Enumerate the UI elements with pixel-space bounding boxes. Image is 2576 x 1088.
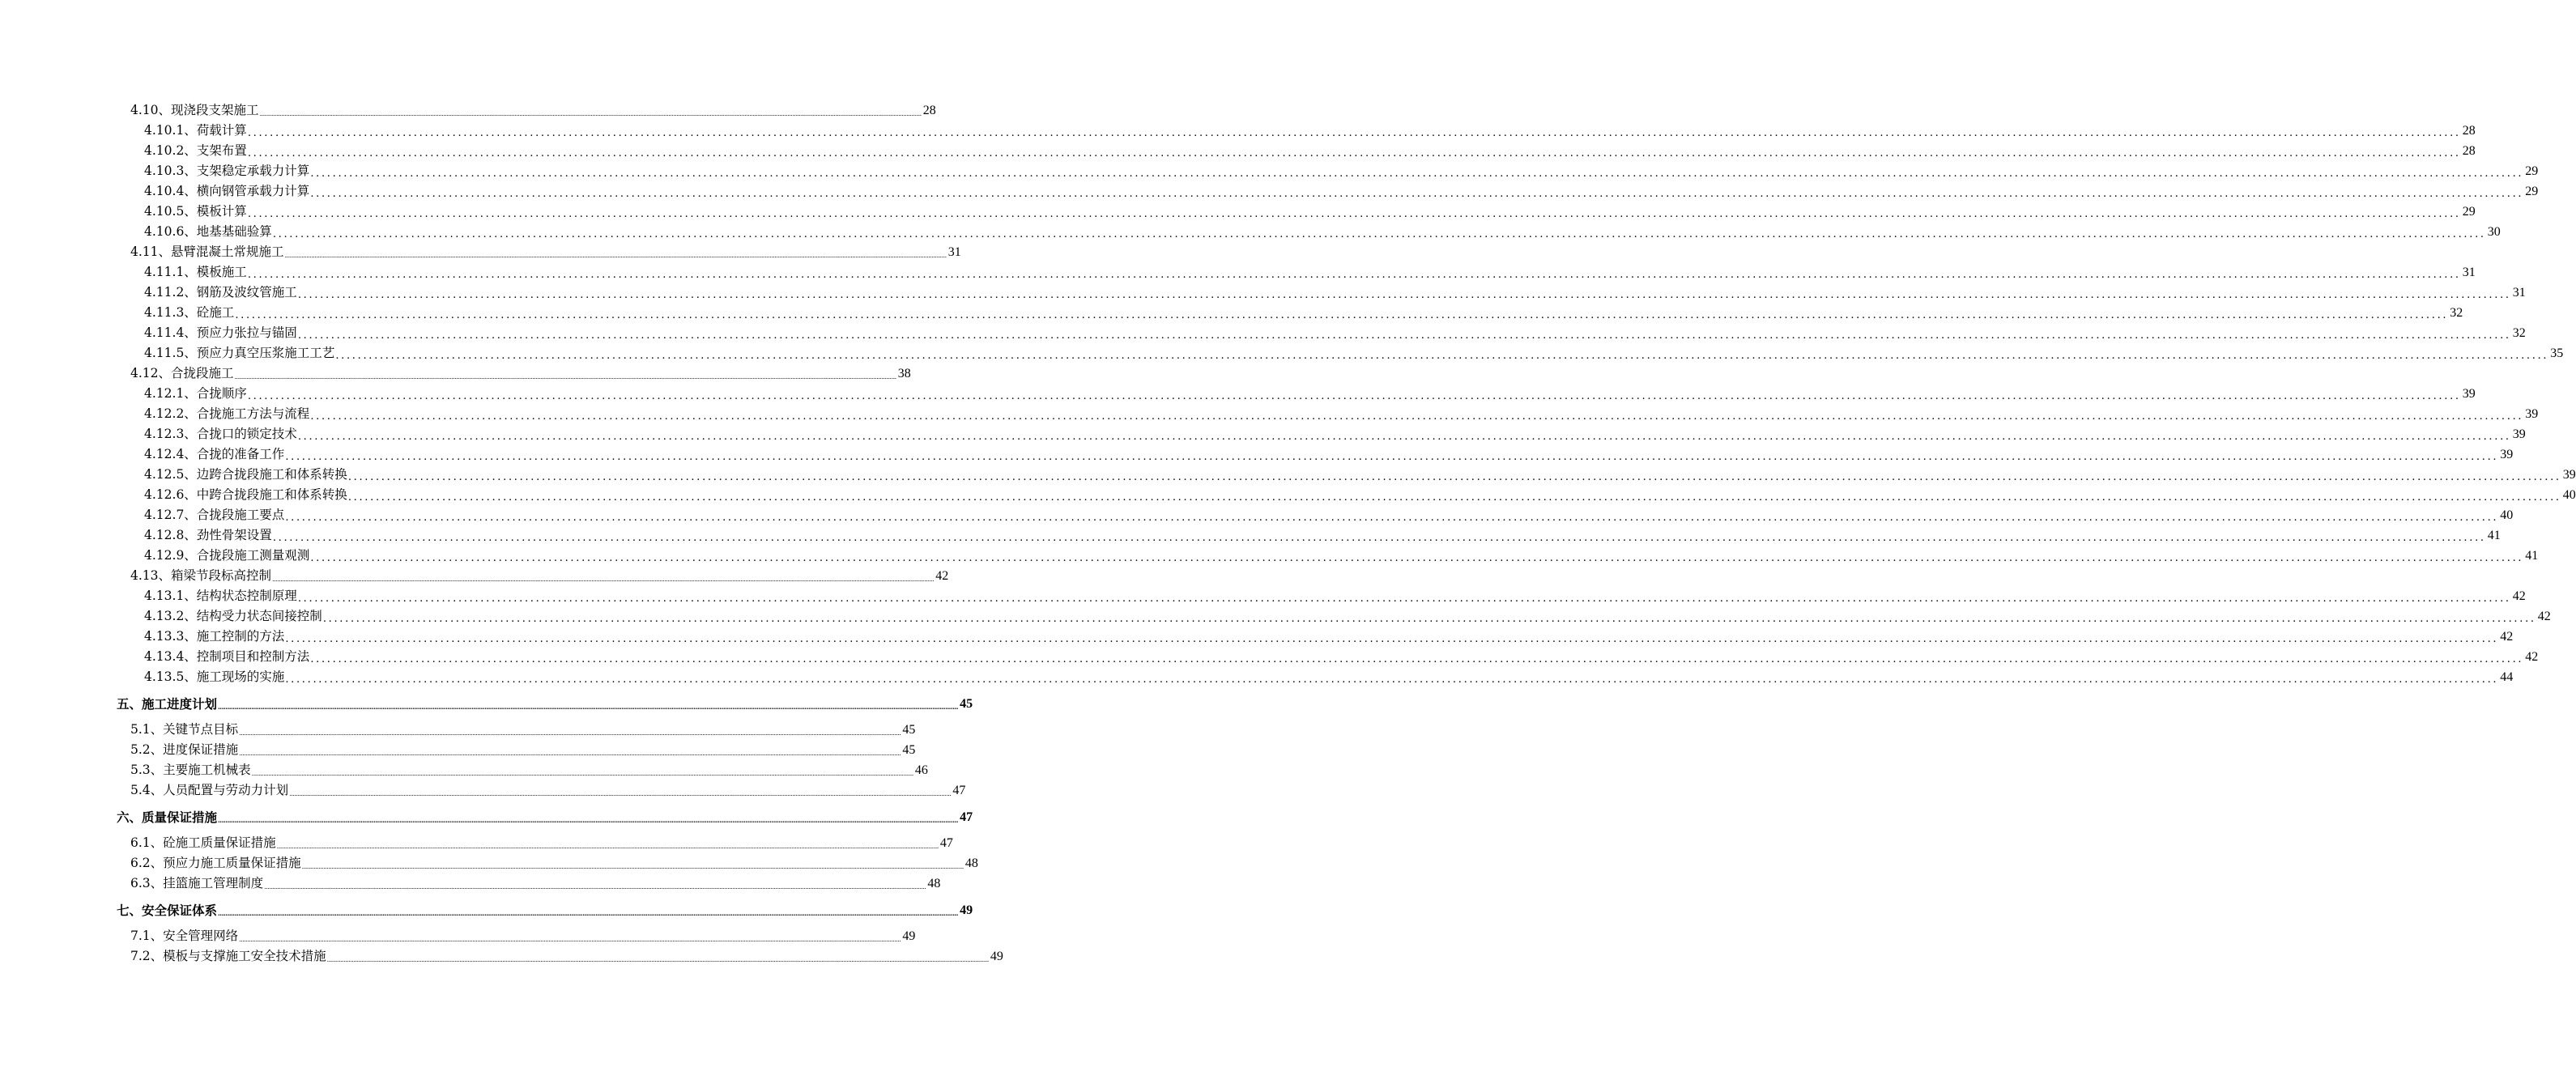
- toc-page-number: 48: [927, 877, 941, 890]
- dot-leader: ................................................................................................................................................................................................................................................................................................................................................................................................................: [259, 110, 922, 117]
- toc-entry-title: 4.10、现浇段支架施工: [130, 100, 260, 121]
- dot-leader: ................................................................................................................................................................................................................................................................................................................................................................................................................: [297, 329, 2511, 342]
- toc-page-number: 28: [2462, 124, 2476, 138]
- dot-leader: ................................................................................................................................................................................................................................................................................................................................................................................................................: [264, 883, 926, 890]
- toc-page-number: 31: [2462, 266, 2476, 279]
- toc-section-entry[interactable]: [0, 946, 1003, 967]
- toc-entry-title: 五、施工进度计划: [117, 691, 218, 718]
- toc-page-number: 41: [2487, 529, 2501, 542]
- toc-section-entry[interactable]: [0, 853, 978, 873]
- toc-entry-title: 4.12.2、合拢施工方法与流程: [144, 404, 310, 424]
- toc-entry-title: 4.10.3、支架稳定承载力计算: [144, 161, 310, 181]
- dot-leader: ................................................................................................................................................................................................................................................................................................................................................................................................................: [235, 309, 2449, 321]
- toc-entry-title: 4.12.6、中跨合拢段施工和体系转换: [144, 485, 348, 505]
- toc-subsection-entry[interactable]: [0, 262, 2476, 283]
- toc-section-entry[interactable]: [0, 780, 966, 801]
- toc-subsection-entry[interactable]: [0, 121, 2476, 141]
- toc-page-number: 48: [964, 856, 978, 870]
- toc-chapter-entry[interactable]: [0, 897, 973, 924]
- toc-entry-title: 4.12.7、合拢段施工要点: [144, 505, 285, 525]
- toc-page-number: 49: [990, 950, 1003, 963]
- toc-entry-title: 4.12.9、合拢段施工测量观测: [144, 546, 310, 566]
- toc-page-number: 39: [2512, 427, 2526, 441]
- toc-entry-title: 7.2、模板与支撑施工安全技术措施: [130, 946, 327, 967]
- toc-page-number: 45: [960, 697, 973, 711]
- toc-subsection-entry[interactable]: [0, 404, 2539, 424]
- toc-chapter-entry[interactable]: [0, 804, 973, 831]
- dot-leader: ................................................................................................................................................................................................................................................................................................................................................................................................................: [272, 576, 935, 583]
- dot-leader: ................................................................................................................................................................................................................................................................................................................................................................................................................: [301, 863, 964, 870]
- dot-leader: ................................................................................................................................................................................................................................................................................................................................................................................................................: [310, 410, 2524, 423]
- dot-leader: ................................................................................................................................................................................................................................................................................................................................................................................................................: [285, 451, 2499, 463]
- toc-subsection-entry[interactable]: [0, 181, 2539, 202]
- dot-leader: ................................................................................................................................................................................................................................................................................................................................................................................................................: [297, 431, 2511, 443]
- dot-leader: ................................................................................................................................................................................................................................................................................................................................................................................................................: [218, 703, 959, 711]
- toc-page-number: 42: [2537, 610, 2551, 623]
- toc-page-number: 42: [2512, 589, 2526, 603]
- toc-subsection-entry[interactable]: [0, 343, 2564, 363]
- dot-leader: ................................................................................................................................................................................................................................................................................................................................................................................................................: [251, 770, 913, 777]
- toc-page-number: 31: [2512, 286, 2526, 300]
- toc-page-number: 28: [2462, 144, 2476, 158]
- toc-entry-title: 4.13.1、结构状态控制原理: [144, 586, 298, 606]
- toc-page-number: 39: [2500, 448, 2514, 461]
- toc-page-number: 31: [947, 245, 961, 259]
- toc-page-number: 44: [2500, 670, 2514, 684]
- dot-leader: ................................................................................................................................................................................................................................................................................................................................................................................................................: [310, 552, 2524, 564]
- toc-page-number: 32: [2450, 306, 2463, 320]
- toc-subsection-entry[interactable]: [0, 283, 2526, 303]
- toc-entry-title: 7.1、安全管理网络: [130, 926, 239, 946]
- dot-leader: ................................................................................................................................................................................................................................................................................................................................................................................................................: [285, 633, 2499, 645]
- dot-leader: ................................................................................................................................................................................................................................................................................................................................................................................................................: [297, 289, 2511, 301]
- toc-entry-title: 4.13.4、控制项目和控制方法: [144, 647, 310, 667]
- toc-entry-title: 4.10.4、横向钢管承载力计算: [144, 181, 310, 202]
- toc-section-entry[interactable]: [0, 873, 941, 894]
- toc-page-number: 46: [914, 763, 928, 777]
- toc-entry-title: 七、安全保证体系: [117, 897, 218, 924]
- toc-entry-title: 4.13.2、结构受力状态间接控制: [144, 606, 323, 627]
- toc-section-entry[interactable]: [0, 720, 916, 740]
- toc-subsection-entry[interactable]: [0, 141, 2476, 161]
- dot-leader: ................................................................................................................................................................................................................................................................................................................................................................................................................: [284, 252, 947, 259]
- toc-entry-title: 4.11.3、砼施工: [144, 303, 235, 323]
- dot-leader: ................................................................................................................................................................................................................................................................................................................................................................................................................: [272, 228, 2486, 240]
- toc-page-number: 40: [2500, 508, 2514, 522]
- toc-page-number: 32: [2512, 326, 2526, 340]
- dot-leader: ................................................................................................................................................................................................................................................................................................................................................................................................................: [310, 168, 2524, 180]
- toc-page-number: 40: [2562, 488, 2576, 502]
- dot-leader: ................................................................................................................................................................................................................................................................................................................................................................................................................: [247, 269, 2461, 281]
- toc-page-number: 42: [2525, 650, 2539, 664]
- dot-leader: ................................................................................................................................................................................................................................................................................................................................................................................................................: [326, 956, 989, 963]
- toc-page-number: 47: [939, 836, 953, 850]
- toc-page-number: 39: [2562, 468, 2576, 482]
- dot-leader: ................................................................................................................................................................................................................................................................................................................................................................................................................: [218, 909, 959, 917]
- dot-leader: ................................................................................................................................................................................................................................................................................................................................................................................................................: [310, 653, 2524, 665]
- toc-subsection-entry[interactable]: [0, 444, 2514, 465]
- toc-entry-title: 4.10.5、模板计算: [144, 202, 248, 222]
- toc-section-entry[interactable]: [0, 833, 953, 853]
- toc-subsection-entry[interactable]: [0, 384, 2476, 404]
- toc-entry-title: 4.11.1、模板施工: [144, 262, 248, 283]
- toc-entry-title: 4.12、合拢段施工: [130, 363, 235, 384]
- toc-subsection-entry[interactable]: [0, 222, 2501, 242]
- toc-page-number: 41: [2525, 549, 2539, 563]
- toc-page-number: 42: [2500, 630, 2514, 644]
- toc-entry-title: 4.10.1、荷载计算: [144, 121, 248, 141]
- toc-page-number: 39: [2525, 407, 2539, 421]
- toc-page-number: 45: [902, 723, 916, 737]
- dot-leader: ................................................................................................................................................................................................................................................................................................................................................................................................................: [239, 936, 901, 943]
- toc-entry-title: 4.11、悬臂混凝土常规施工: [130, 242, 285, 262]
- toc-page-number: 47: [960, 810, 973, 824]
- toc-page-number: 35: [2550, 346, 2564, 360]
- toc-subsection-entry[interactable]: [0, 606, 2551, 627]
- toc-entry-title: 6.3、挂篮施工管理制度: [130, 873, 264, 894]
- toc-subsection-entry[interactable]: [0, 465, 2576, 485]
- toc-entry-title: 4.12.8、劲性骨架设置: [144, 525, 273, 546]
- toc-subsection-entry[interactable]: [0, 667, 2514, 687]
- toc-entry-title: 4.11.5、预应力真空压浆施工工艺: [144, 343, 335, 363]
- toc-page-number: 29: [2525, 164, 2539, 178]
- toc-entry-title: 4.13、箱梁节段标高控制: [130, 566, 272, 586]
- toc-page-number: 28: [922, 104, 936, 117]
- toc-page-number: 39: [2462, 387, 2476, 401]
- toc-subsection-entry[interactable]: [0, 505, 2514, 525]
- toc-section-entry[interactable]: [0, 363, 911, 384]
- toc-section-entry[interactable]: [0, 566, 949, 586]
- toc-subsection-entry[interactable]: [0, 303, 2463, 323]
- toc-page-number: 38: [897, 367, 911, 380]
- dot-leader: ................................................................................................................................................................................................................................................................................................................................................................................................................: [335, 350, 2549, 362]
- dot-leader: ................................................................................................................................................................................................................................................................................................................................................................................................................: [234, 373, 896, 380]
- toc-page-number: 47: [952, 784, 966, 797]
- toc-entry-title: 6.1、砼施工质量保证措施: [130, 833, 277, 853]
- dot-leader: ................................................................................................................................................................................................................................................................................................................................................................................................................: [247, 147, 2461, 159]
- toc-entry-title: 4.10.6、地基基础验算: [144, 222, 273, 242]
- toc-entry-title: 六、质量保证措施: [117, 804, 218, 831]
- toc-subsection-entry[interactable]: [0, 586, 2526, 606]
- toc-entry-title: 4.11.4、预应力张拉与锚固: [144, 323, 298, 343]
- toc-page-number: 49: [902, 929, 916, 943]
- toc-entry-title: 5.3、主要施工机械表: [130, 760, 252, 780]
- dot-leader: ................................................................................................................................................................................................................................................................................................................................................................................................................: [310, 188, 2524, 200]
- toc-section-entry[interactable]: [0, 242, 961, 262]
- toc-entry-title: 4.12.3、合拢口的锁定技术: [144, 424, 298, 444]
- dot-leader: ................................................................................................................................................................................................................................................................................................................................................................................................................: [218, 816, 959, 824]
- toc-entry-title: 4.10.2、支架布置: [144, 141, 248, 161]
- toc-entry-title: 5.2、进度保证措施: [130, 740, 239, 760]
- toc-section-entry[interactable]: [0, 760, 928, 780]
- toc-subsection-entry[interactable]: [0, 525, 2501, 546]
- toc-page-number: 45: [902, 743, 916, 757]
- dot-leader: ................................................................................................................................................................................................................................................................................................................................................................................................................: [247, 208, 2461, 220]
- toc-page-number: 29: [2462, 205, 2476, 219]
- toc-entry-title: 5.1、关键节点目标: [130, 720, 239, 740]
- toc-entry-title: 4.13.3、施工控制的方法: [144, 627, 285, 647]
- toc-section-entry[interactable]: [0, 926, 916, 946]
- table-of-contents: [0, 100, 2576, 967]
- toc-entry-title: 4.13.5、施工现场的实施: [144, 667, 285, 687]
- toc-subsection-entry[interactable]: [0, 627, 2514, 647]
- toc-subsection-entry[interactable]: [0, 424, 2526, 444]
- dot-leader: ................................................................................................................................................................................................................................................................................................................................................................................................................: [297, 593, 2511, 605]
- toc-page-number: 49: [960, 903, 973, 917]
- toc-entry-title: 4.11.2、钢筋及波纹管施工: [144, 283, 298, 303]
- dot-leader: ................................................................................................................................................................................................................................................................................................................................................................................................................: [247, 127, 2461, 139]
- toc-subsection-entry[interactable]: [0, 202, 2476, 222]
- dot-leader: ................................................................................................................................................................................................................................................................................................................................................................................................................: [239, 750, 901, 757]
- toc-page-number: 29: [2525, 185, 2539, 198]
- dot-leader: ................................................................................................................................................................................................................................................................................................................................................................................................................: [247, 390, 2461, 402]
- dot-leader: ................................................................................................................................................................................................................................................................................................................................................................................................................: [347, 471, 2561, 483]
- toc-entry-title: 6.2、预应力施工质量保证措施: [130, 853, 302, 873]
- toc-subsection-entry[interactable]: [0, 647, 2539, 667]
- toc-chapter-entry[interactable]: [0, 691, 973, 718]
- toc-section-entry[interactable]: [0, 740, 916, 760]
- dot-leader: ................................................................................................................................................................................................................................................................................................................................................................................................................: [322, 613, 2536, 625]
- dot-leader: ................................................................................................................................................................................................................................................................................................................................................................................................................: [285, 512, 2499, 524]
- toc-entry-title: 5.4、人员配置与劳动力计划: [130, 780, 289, 801]
- toc-section-entry[interactable]: [0, 100, 936, 121]
- toc-page-number: 30: [2487, 225, 2501, 239]
- toc-entry-title: 4.12.1、合拢顺序: [144, 384, 248, 404]
- dot-leader: ................................................................................................................................................................................................................................................................................................................................................................................................................: [239, 729, 901, 737]
- dot-leader: ................................................................................................................................................................................................................................................................................................................................................................................................................: [276, 843, 939, 850]
- dot-leader: ................................................................................................................................................................................................................................................................................................................................................................................................................: [272, 532, 2486, 544]
- toc-subsection-entry[interactable]: [0, 161, 2539, 181]
- toc-subsection-entry[interactable]: [0, 323, 2526, 343]
- toc-subsection-entry[interactable]: [0, 546, 2539, 566]
- toc-page-number: 42: [935, 569, 949, 583]
- toc-entry-title: 4.12.5、边跨合拢段施工和体系转换: [144, 465, 348, 485]
- dot-leader: ................................................................................................................................................................................................................................................................................................................................................................................................................: [285, 674, 2499, 686]
- toc-entry-title: 4.12.4、合拢的准备工作: [144, 444, 285, 465]
- dot-leader: ................................................................................................................................................................................................................................................................................................................................................................................................................: [289, 790, 952, 797]
- toc-subsection-entry[interactable]: [0, 485, 2576, 505]
- dot-leader: ................................................................................................................................................................................................................................................................................................................................................................................................................: [347, 491, 2561, 504]
